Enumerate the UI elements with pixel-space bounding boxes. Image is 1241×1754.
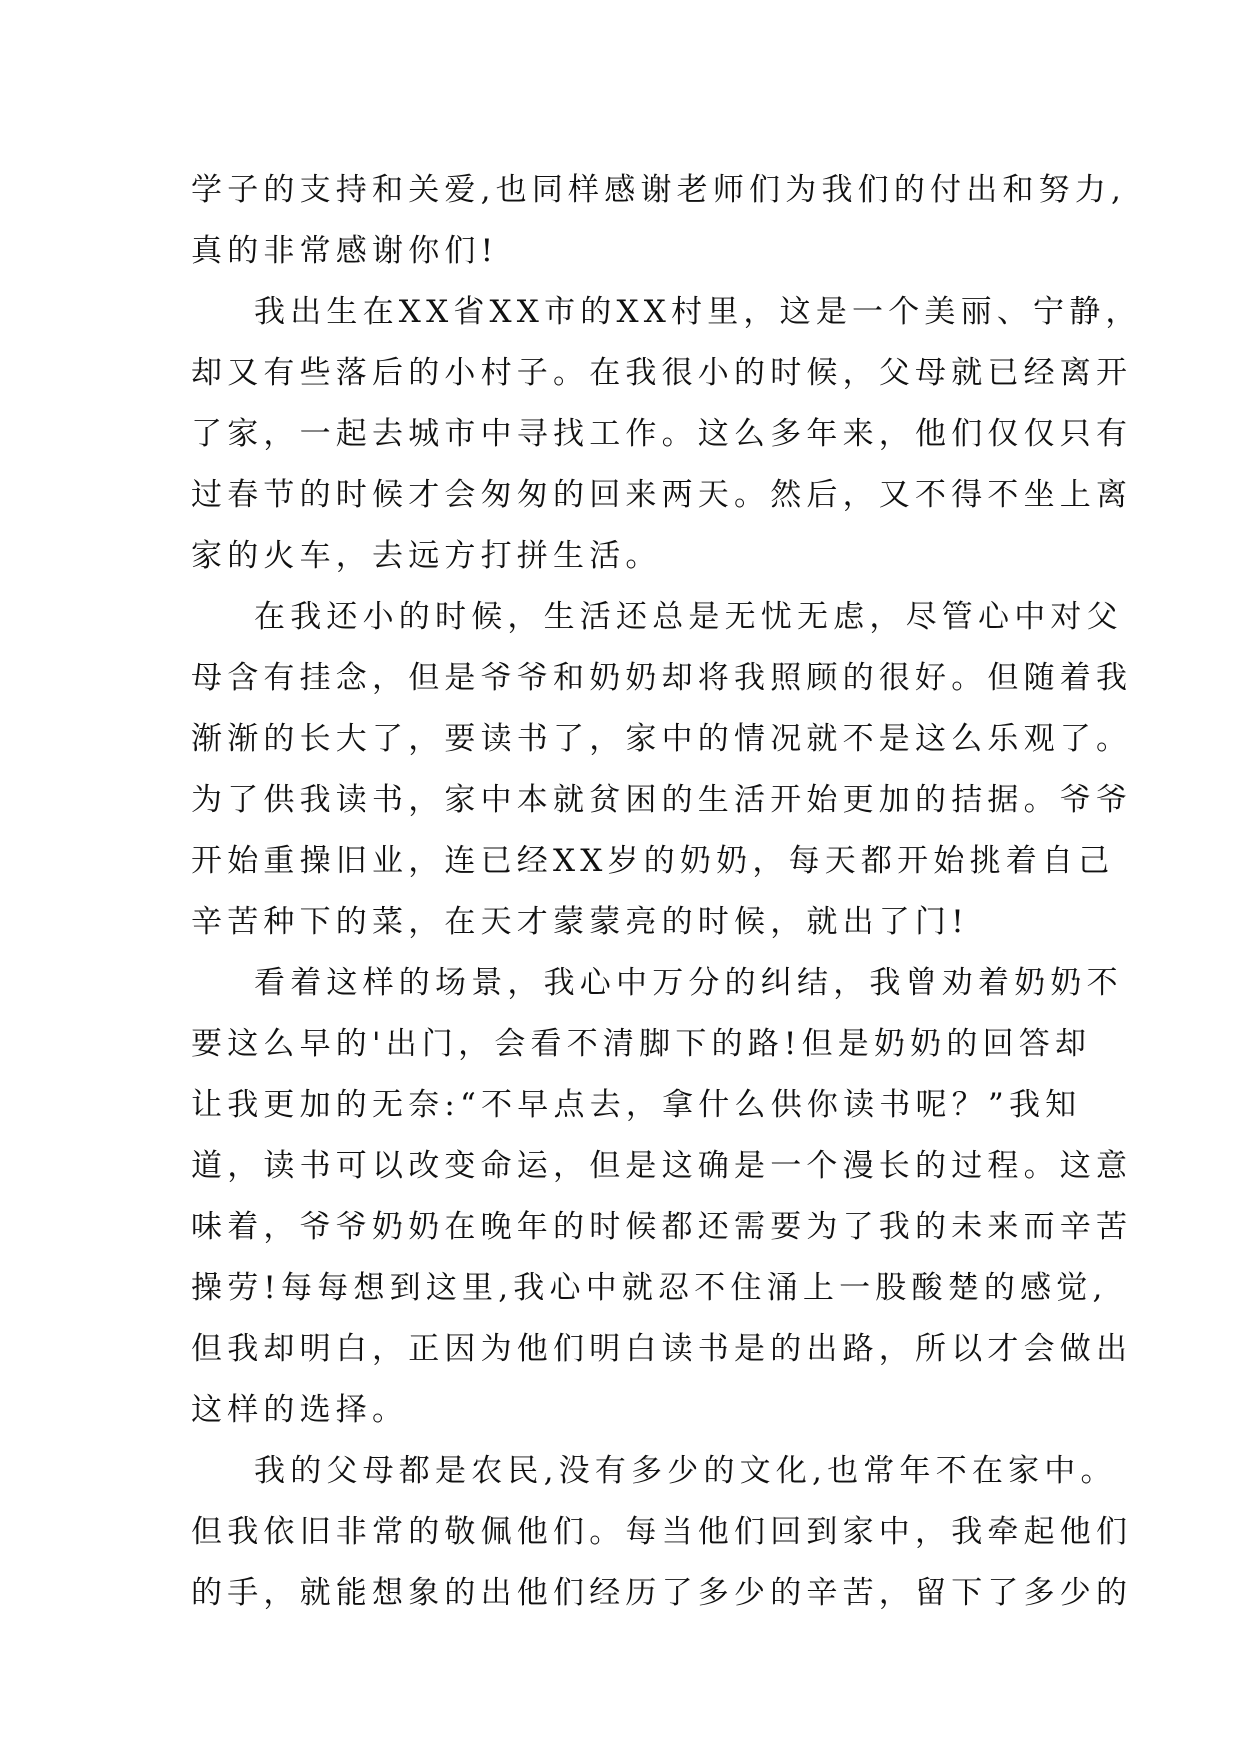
text-line: 母含有挂念，但是爷爷和奶奶却将我照顾的很好。但随着我 xyxy=(191,660,1133,696)
paragraph-first-line: 我的父母都是农民,没有多少的文化,也常年不在家中。 xyxy=(254,1453,1117,1489)
text-line: 学子的支持和关爱,也同样感谢老师们为我们的付出和努力, xyxy=(191,172,1127,208)
text-line: 过春节的时候才会匆匆的回来两天。然后，又不得不坐上离 xyxy=(191,477,1133,513)
text-line: 辛苦种下的菜，在天才蒙蒙亮的时候，就出了门! xyxy=(191,904,969,940)
text-line: 开始重操旧业，连已经XX岁的奶奶，每天都开始挑着自己 xyxy=(191,843,1115,879)
text-line: 但我却明白，正因为他们明白读书是的出路，所以才会做出 xyxy=(191,1331,1133,1367)
text-line: 操劳!每每想到这里,我心中就忍不住涌上一股酸楚的感觉, xyxy=(191,1270,1108,1306)
text-line: 家的火车，去远方打拼生活。 xyxy=(191,538,662,574)
text-line: 味着，爷爷奶奶在晚年的时候都还需要为了我的未来而辛苦 xyxy=(191,1209,1133,1245)
text-line: 道，读书可以改变命运，但是这确是一个漫长的过程。这意 xyxy=(191,1148,1133,1184)
text-line: 的手，就能想象的出他们经历了多少的辛苦，留下了多少的 xyxy=(191,1575,1133,1611)
text-line: 让我更加的无奈:“不早点去，拿什么供你读书呢？”我知 xyxy=(191,1087,1082,1123)
document-body xyxy=(191,160,1142,1624)
text-line: 渐渐的长大了，要读书了，家中的情况就不是这么乐观了。 xyxy=(191,721,1133,757)
text-line: 却又有些落后的小村子。在我很小的时候，父母就已经离开 xyxy=(191,355,1133,391)
text-line: 这样的选择。 xyxy=(191,1392,409,1428)
text-line: 了家，一起去城市中寻找工作。这么多年来，他们仅仅只有 xyxy=(191,416,1133,452)
text-line: 要这么早的'出门，会看不清脚下的路!但是奶奶的回答却 xyxy=(191,1026,1092,1062)
paragraph-first-line: 看着这样的场景，我心中万分的纠结，我曾劝着奶奶不 xyxy=(254,965,1123,1001)
paragraph-first-line: 我出生在XX省XX市的XX村里，这是一个美丽、宁静， xyxy=(254,294,1142,330)
paragraph-first-line: 在我还小的时候，生活还总是无忧无虑，尽管心中对父 xyxy=(254,599,1123,635)
text-line: 但我依旧非常的敬佩他们。每当他们回到家中，我牵起他们 xyxy=(191,1514,1133,1550)
text-line: 真的非常感谢你们! xyxy=(191,233,499,269)
text-line: 为了供我读书，家中本就贫困的生活开始更加的拮据。爷爷 xyxy=(191,782,1133,818)
